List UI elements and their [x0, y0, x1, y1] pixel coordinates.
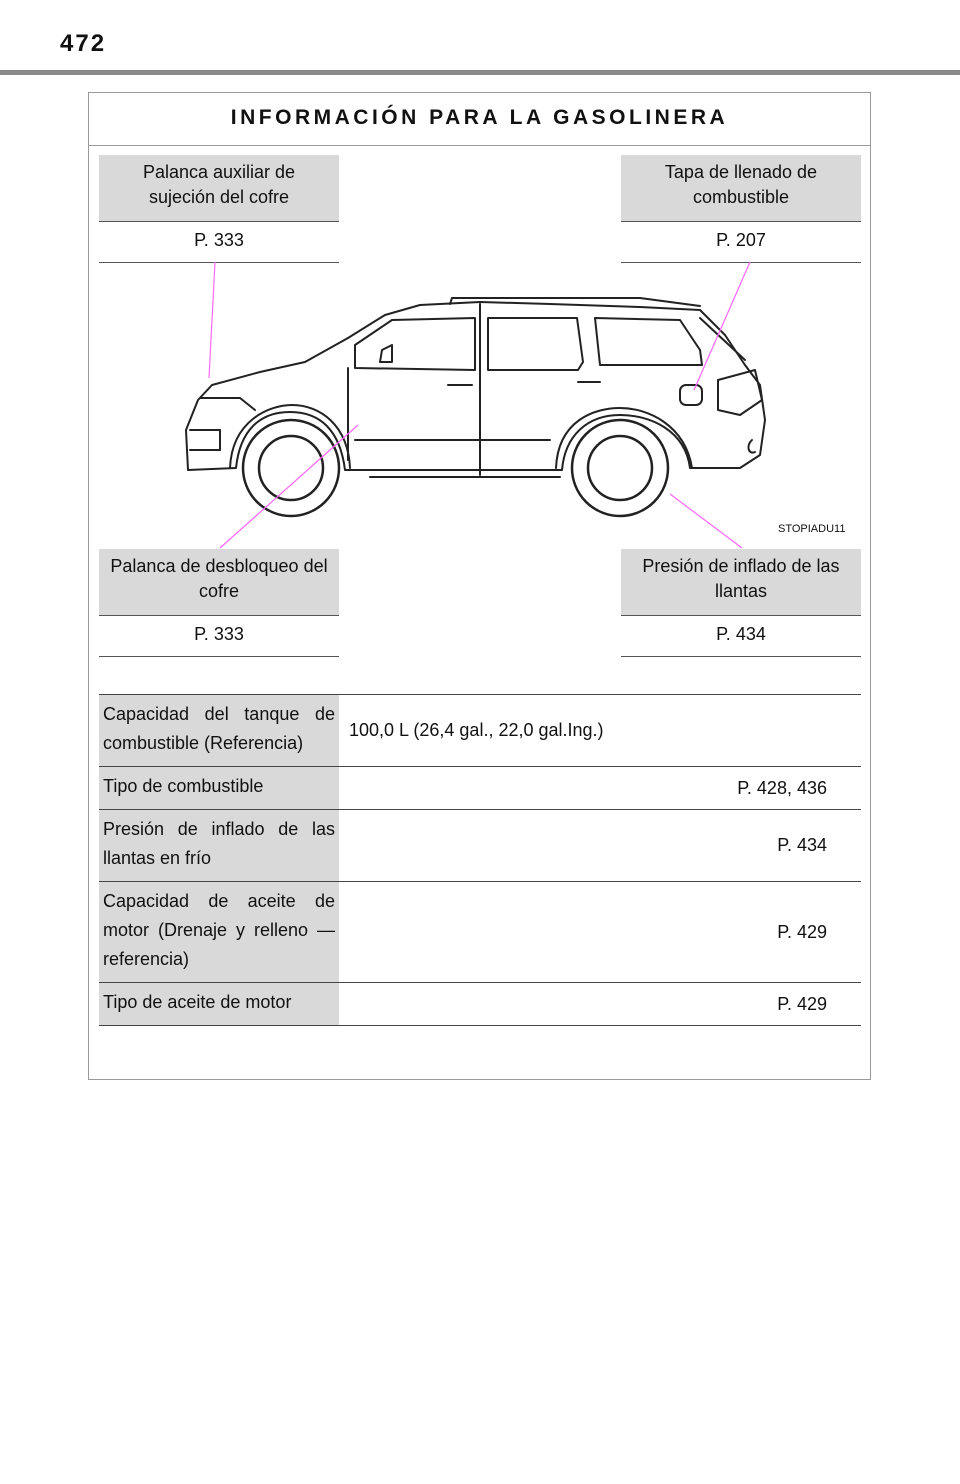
spec-value: P. 428, 436 [339, 767, 861, 810]
callout-page-ref: P. 333 [99, 616, 339, 657]
callout-label: Presión de inflado de las llantas [621, 549, 861, 616]
spec-value: P. 429 [339, 882, 861, 983]
callout-page-ref: P. 333 [99, 222, 339, 263]
spec-label: Tipo de combustible [99, 767, 339, 810]
callout-page-ref: P. 207 [621, 222, 861, 263]
header-rule [0, 70, 960, 75]
callout-label: Palanca auxiliar de sujeción del cofre [99, 155, 339, 222]
page-number: 472 [60, 30, 107, 57]
spec-label: Presión de inflado de las llantas en frío [99, 810, 339, 882]
callout-fuel-filler-door [621, 155, 861, 263]
callout-tire-pressure [621, 549, 861, 657]
callout-label: Palanca de desbloqueo del cofre [99, 549, 339, 616]
spec-value: 100,0 L (26,4 gal., 22,0 gal.Ing.) [339, 695, 861, 767]
spec-label: Tipo de aceite de motor [99, 983, 339, 1026]
spec-label: Capacidad de aceite de motor (Drenaje y relleno — referencia) [99, 882, 339, 983]
callout-hood-release-lever [99, 549, 339, 657]
table-row [99, 983, 861, 1026]
specs-table [99, 694, 861, 1026]
table-row [99, 882, 861, 983]
spec-value: P. 434 [339, 810, 861, 882]
callout-label: Tapa de llenado de combustible [621, 155, 861, 222]
figure-code: STOPIADU11 [778, 523, 846, 535]
table-row [99, 695, 861, 767]
suv-side-view-illustration [180, 290, 780, 540]
table-row [99, 767, 861, 810]
callout-auxiliary-hood-latch [99, 155, 339, 263]
spec-label: Capacidad del tanque de combustible (Referencia) [99, 695, 339, 767]
spec-value: P. 429 [339, 983, 861, 1026]
section-title: INFORMACIÓN PARA LA GASOLINERA [89, 93, 870, 146]
table-row [99, 810, 861, 882]
callout-page-ref: P. 434 [621, 616, 861, 657]
